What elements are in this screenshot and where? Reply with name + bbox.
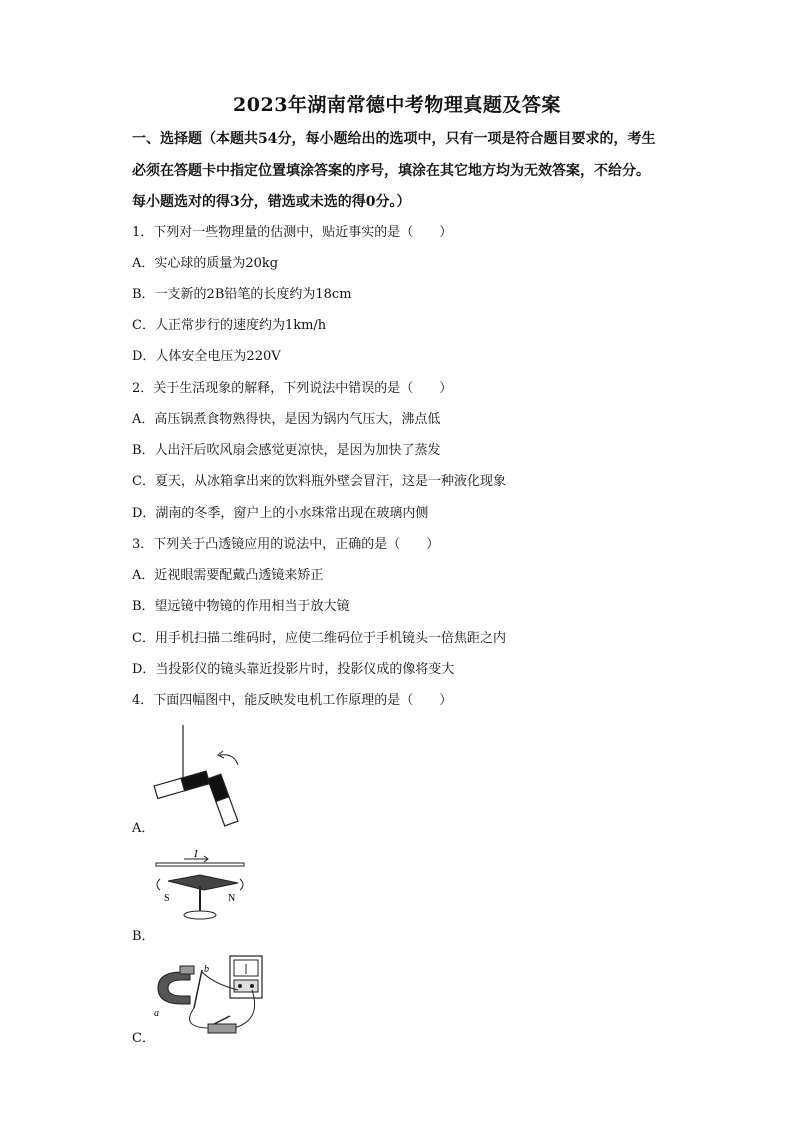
question-1-option-d: D．人体安全电压为220V (132, 349, 281, 364)
figure-c-generator-circuit-diagram (150, 950, 275, 1040)
figure-c-a-label: a (154, 1008, 159, 1019)
question-3-option-c: C．用手机扫描二维码时，应使二维码位于手机镜头一倍焦距之内 (132, 631, 506, 646)
question-2-option-d: D．湖南的冬季，窗户上的小水珠常出现在玻璃内侧 (132, 506, 429, 521)
question-2-option-a: A．高压锅煮食物熟得快，是因为锅内气压大，沸点低 (132, 412, 441, 427)
section-line-3: 每小题选对的得3分，错选或未选的得0分。） (132, 194, 411, 210)
question-1-option-c: C．人正常步行的速度约为1km/h (132, 318, 327, 333)
figure-b-oersted-diagram (150, 843, 250, 925)
figure-c-label: C． (132, 1031, 155, 1046)
question-4-stem: 4．下面四幅图中，能反映发电机工作原理的是（ ） (132, 693, 453, 708)
question-1-option-b: B．一支新的2B铅笔的长度约为18cm (132, 287, 352, 302)
question-2-option-c: C．夏天，从冰箱拿出来的饮料瓶外壁会冒汗，这是一种液化现象 (132, 474, 506, 489)
question-3-option-d: D．当投影仪的镜头靠近投影片时，投影仪成的像将变大 (132, 662, 455, 677)
figure-b-north-label: N (228, 893, 236, 904)
figure-b-south-label: S (164, 893, 170, 904)
question-2-option-b: B．人出汗后吹风扇会感觉更凉快，是因为加快了蒸发 (132, 443, 441, 458)
page-title: 2023年湖南常德中考物理真题及答案 (233, 94, 561, 116)
question-3-option-a: A．近视眼需要配戴凸透镜来矫正 (132, 568, 324, 583)
figure-b-label: B． (132, 929, 155, 944)
figure-a-magnets-diagram (150, 725, 260, 830)
section-line-1: 一、选择题（本题共54分，每小题给出的选项中，只有一项是符合题目要求的，考生 (132, 131, 656, 147)
question-2-stem: 2．关于生活现象的解释，下列说法中错误的是（ ） (132, 381, 453, 396)
question-1-stem: 1．下列对一些物理量的估测中，贴近事实的是（ ） (132, 225, 453, 240)
section-line-2: 必须在答题卡中指定位置填涂答案的序号，填涂在其它地方均为无效答案，不给分。 (132, 163, 650, 179)
question-3-option-b: B．望远镜中物镜的作用相当于放大镜 (132, 599, 350, 614)
question-1-option-a: A．实心球的质量为20kg (132, 256, 279, 271)
figure-c-b-label: b (204, 964, 209, 975)
question-3-stem: 3．下列关于凸透镜应用的说法中，正确的是（ ） (132, 537, 440, 552)
figure-a-label: A． (132, 821, 155, 836)
figure-b-current-label: I (194, 848, 198, 860)
